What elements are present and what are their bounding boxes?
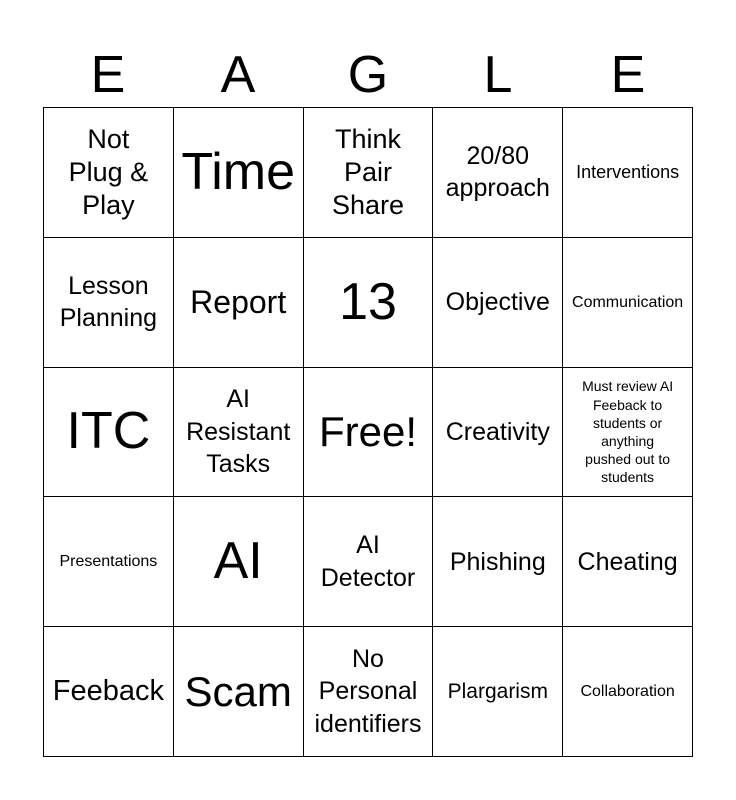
bingo-cell[interactable] bbox=[44, 108, 174, 238]
cell-label: Creativity bbox=[445, 417, 550, 446]
bingo-cell[interactable] bbox=[174, 108, 304, 238]
bingo-cell[interactable] bbox=[433, 238, 563, 368]
cell-label: AI Detector bbox=[320, 531, 416, 592]
bingo-cell[interactable] bbox=[304, 108, 434, 238]
cell-label: 20/80 approach bbox=[445, 141, 550, 203]
bingo-cell[interactable] bbox=[433, 497, 563, 627]
cell-label: AI bbox=[213, 532, 263, 591]
bingo-cell[interactable] bbox=[433, 108, 563, 238]
cell-label: Feeback bbox=[52, 674, 165, 707]
bingo-cell[interactable] bbox=[304, 627, 434, 757]
bingo-cell[interactable] bbox=[44, 627, 174, 757]
bingo-cell[interactable] bbox=[174, 627, 304, 757]
cell-label: Report bbox=[190, 283, 287, 320]
bingo-cell[interactable] bbox=[563, 108, 693, 238]
cell-label: Interventions bbox=[576, 161, 680, 182]
bingo-header bbox=[43, 44, 693, 106]
cell-label: Presentations bbox=[59, 553, 158, 571]
bingo-cell[interactable] bbox=[563, 368, 693, 498]
bingo-cell[interactable] bbox=[174, 368, 304, 498]
cell-label: 13 bbox=[339, 272, 397, 331]
cell-label: Plargarism bbox=[447, 680, 548, 703]
cell-label: Lesson Planning bbox=[59, 271, 158, 333]
cell-label: AI Resistant Tasks bbox=[186, 385, 291, 479]
free-space-cell[interactable] bbox=[304, 368, 434, 498]
header-letter-l: L bbox=[483, 46, 513, 104]
bingo-cell[interactable] bbox=[44, 368, 174, 498]
bingo-cell[interactable] bbox=[44, 238, 174, 368]
bingo-cell[interactable] bbox=[304, 497, 434, 627]
bingo-board bbox=[43, 107, 693, 757]
bingo-cell[interactable] bbox=[433, 627, 563, 757]
cell-label: Collaboration bbox=[580, 683, 675, 700]
bingo-cell[interactable] bbox=[304, 238, 434, 368]
header-letter-e: E bbox=[90, 46, 126, 104]
cell-label: Time bbox=[181, 142, 295, 201]
header-letter-g: G bbox=[347, 46, 389, 104]
cell-label: Scam bbox=[184, 667, 292, 715]
cell-label: Not Plug & Play bbox=[68, 123, 149, 220]
bingo-cell[interactable] bbox=[563, 497, 693, 627]
cell-label: ITC bbox=[66, 402, 151, 461]
header-letter-a: A bbox=[220, 46, 256, 104]
cell-label: Think Pair Share bbox=[331, 123, 405, 220]
bingo-cell[interactable] bbox=[563, 238, 693, 368]
cell-label: Objective bbox=[445, 287, 550, 316]
free-space-label: Free! bbox=[318, 407, 417, 455]
cell-label: Phishing bbox=[449, 547, 546, 576]
bingo-cell[interactable] bbox=[563, 627, 693, 757]
bingo-cell[interactable] bbox=[433, 368, 563, 498]
cell-label: Must review AI Feeback to students or anything pushed out to students bbox=[582, 378, 674, 486]
bingo-cell[interactable] bbox=[174, 497, 304, 627]
bingo-cell[interactable] bbox=[44, 497, 174, 627]
cell-label: Cheating bbox=[577, 547, 678, 576]
bingo-cell[interactable] bbox=[174, 238, 304, 368]
cell-label: Communication bbox=[572, 293, 684, 311]
cell-label: No Personal identifiers bbox=[314, 644, 422, 738]
header-letter-e2: E bbox=[610, 46, 646, 104]
